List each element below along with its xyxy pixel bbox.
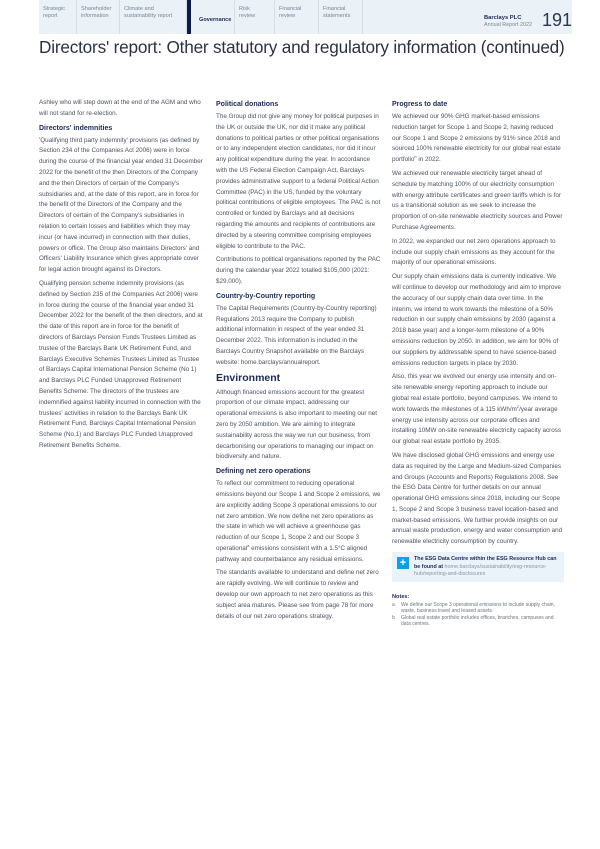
political-donations-paragraph: The Group did not give any money for political purposes in the UK or outside the UK, nor did it make any political donations to political parties or other political organisations or to any independent election candidates, nor did it incur any political expenditure during the year. In accordance with the US Federal Election Campaign Act, Barclays provides administrative support to a federal Political Action Committee (PAC) in the US, funded by the voluntary political contributions of eligible employees. The PAC is not controlled or funded by Barclays and all decisions regarding the amounts and recipients of contributions are directed by a steering committee comprising employees eligible to contribute to the PAC. <box>216 113 381 250</box>
environment-heading: Environment <box>216 371 281 384</box>
column-1 <box>39 98 204 455</box>
nav-label: review <box>279 13 296 19</box>
text-span: We achieved our 90% GHG market-based emissions reduction target for Scope 1 and Scope 2, having reduced our Scope 1 and Scope 2 emissions by 91% since 2018 and sourced 100% renewable electricity for our global real estate portfolio <box>392 113 561 164</box>
nav-label: Governance <box>199 17 232 23</box>
note-marker: b <box>392 614 395 621</box>
nav-label: sustainability report <box>124 13 173 19</box>
nav-label: review <box>239 13 256 19</box>
country-by-country-heading: Country-by-Country reporting <box>216 292 316 300</box>
progress-paragraph-2: We achieved our renewable electricity target ahead of schedule by matching 100% of our electricity consumption with energy attribute certificates and green tariffs which is for us a transitional solution as we seek to increase the proportion of on-site renewable electricity sources and Power Purchase Agreements. <box>392 169 563 231</box>
brand-name: Barclays PLC <box>484 15 522 21</box>
net-zero-standards-paragraph: The standards available to understand and define net zero are rapidly evolving. We will continue to review and develop our own approach to net zero operations as this subject area matures. Please see from page 78 for more details of our net zero operations strategy. <box>216 569 379 620</box>
environment-paragraph: Although financed emissions account for the greatest proportion of our climate impact, addressing our operational emissions is also important to meeting our net zero by 2050 ambition. We are aiming to integrate sustainability across the way we run our business, from decarbonising our operations to managing our impact on biodiversity and nature. <box>216 388 378 461</box>
callout-text: The ESG Data Centre within the ESG Resource Hub can be found at <box>414 556 557 570</box>
nav-tab-climate-sustainability[interactable] <box>120 0 187 34</box>
net-zero-definition-paragraph <box>216 479 381 565</box>
footnote-ref: a <box>247 542 250 548</box>
nav-label: information <box>81 13 109 19</box>
note-text: We define our Scope 3 operational emissions to include supply chain, waste, business travel and leased assets. <box>401 601 555 615</box>
text-span: in 2022. <box>416 156 441 164</box>
nav-label: statements <box>323 13 351 19</box>
text-span: Also, this year we evolved our energy use intensity and on-site renewable energy reporting approach to include our global real estate portfolio, beyond campuses. We intend to work towards the milestones of a 115 kWh/m <box>392 373 558 413</box>
esg-data-centre-callout <box>392 552 564 582</box>
text-span: To reflect our commitment to reducing operational emissions beyond our Scope 1 and Scope 2 emissions, we are explicitly adding Scope 3 operational emissions to our net zero ambition. We now define net zero operations as the state in which we will achieve a greenhouse gas reduction of our Scope 1, Scope 2 and our Scope 3 operational <box>216 480 381 552</box>
note-item <box>392 602 564 615</box>
text-span: emissions consistent with a 1.5°C aligned pathway and counterbalance any residual emissions. <box>216 544 368 563</box>
note-marker: a <box>392 601 395 608</box>
footnote-ref: b <box>414 154 417 160</box>
section-nav <box>39 0 484 34</box>
note-item <box>392 615 564 628</box>
notes-title: Notes: <box>392 594 410 601</box>
net-zero-heading: Defining net zero operations <box>216 468 311 476</box>
nav-tab-shareholder-information[interactable] <box>77 0 120 34</box>
nav-tab-governance[interactable] <box>187 0 235 34</box>
directors-indemnities-heading: Directors' indemnities <box>39 124 113 132</box>
indemnities-paragraph: 'Qualifying third party indemnity' provisions (as defined by Section 234 of the Companies Act 2006) were in force during the course of the financial year ended 31 December 2022 for the benefit of the then Directors of the Company and the then Directors of certain of the Company's subsidiaries and, at the date of this report, are in force for the benefit of the Directors of the Company and the Directors of certain of the Company's subsidiaries in relation to certain losses and liabilities which they may incur (or have incurred) in connection with their duties, powers or office. The Group also maintains Directors' and Officers' Liability Insurance which gives appropriate cover for legal action brought against its Directors. <box>39 136 203 274</box>
plus-icon: + <box>397 557 409 569</box>
political-donations-heading: Political donations <box>216 101 279 108</box>
nav-label: Strategic <box>43 6 66 12</box>
notes <box>392 594 564 628</box>
nav-tab-strategic-report[interactable] <box>39 0 77 34</box>
page-number: 191 <box>542 10 573 30</box>
text-span: /year average energy use intensity across our corporate offices and installing 10MW on-site renewable electricity capacity across our global real estate portfolio by 2035. <box>392 405 562 446</box>
progress-paragraph-4: Our supply chain emissions data is currently indicative. We will continue to develop our methodology and aim to improve the accuracy of our supply chain data over time. In the interim, we intend to work towards the milestone of a 50% reduction in our supply chain emissions by 2030 (against a 2018 base year) and a longer-term milestone of a 90% emissions reduction by 2050. In addition, we aim for 90% of our suppliers by addressable spend to have science-based emissions reduction targets in place by 2030. <box>392 273 562 367</box>
pension-indemnity-paragraph: Qualifying pension scheme indemnity provisions (as defined by Section 235 of the Companies Act 2006) were in force during the course of the financial year ended 31 December 2022 for the benefit of the then directors, and at the date of this report are in force for the benefit of directors of Barclays Pension Funds Trustees Limited as trustee of the Barclays Bank UK Retirement Fund, and Barclays Executive Schemes Trustees Limited as Trustee of Barclays Capital International Pension Scheme (No 1) and Barclays PLC Funded Unapproved Retirement Benefits Scheme. The directors of the trustees are indemnified against liability incurred in connection with the trustees' activities in relation to the Barclays Bank UK Retirement Fund, Barclays Capital International Pension Scheme (No.1) and Barclays PLC Funded Unapproved Retirement Benefits Scheme. <box>39 279 203 449</box>
superscript: 2 <box>516 403 520 409</box>
column-3 <box>392 98 564 628</box>
nav-label: Climate and <box>124 6 154 12</box>
nav-tab-financial-review[interactable] <box>275 0 319 34</box>
pac-contributions-paragraph: Contributions to political organisations reported by the PAC during the calendar year 2022 totalled $105,000 (2021: $29,000). <box>216 256 381 285</box>
country-by-country-paragraph: The Capital Requirements (Country-by-Country reporting) Regulations 2013 require the Company to publish additional information in respect of the year ended 31 December 2022. This information is included in the Barclays Country Snapshot available on the Barclays website: home.barclays/annualreport. <box>216 304 377 366</box>
nav-label: Financial <box>323 6 346 12</box>
brand-subtitle: Annual Report 2022 <box>484 22 532 28</box>
column-2 <box>216 98 381 625</box>
nav-label: report <box>43 13 58 19</box>
nav-label: Financial <box>279 6 302 12</box>
nav-label: Risk <box>239 6 250 12</box>
nav-tab-risk-review[interactable] <box>235 0 275 34</box>
esg-hub-link[interactable]: home.barclays/sustainability/esg-resource-hub/reporting-and-disclosures <box>414 563 547 578</box>
intro-paragraph: Ashley who will step down at the end of the AGM and who will not stand for re-election. <box>39 99 201 117</box>
progress-paragraph-5 <box>392 372 564 448</box>
progress-paragraph-3: In 2022, we expanded our net zero operations approach to include our supply chain emissions as they account for the majority of our operational emissions. <box>392 237 556 267</box>
page-title: Directors' report: Other statutory and regulatory information (continued) <box>39 37 565 57</box>
progress-heading: Progress to date <box>392 101 448 108</box>
note-text: Global real estate portfolio includes offices, branches, campuses and data centres. <box>401 614 554 628</box>
nav-label: Shareholder <box>81 6 112 12</box>
nav-tab-financial-statements[interactable] <box>319 0 363 34</box>
progress-paragraph-6: We have disclosed global GHG emissions and energy use data as required by the Large and Medium-sized Companies and Groups (Accounts and Reports) Regulations 2008. See the ESG Data Centre for further details on our annual operational GHG emissions since 2018, including our Scope 1, Scope 2 and Scope 3 business travel location-based and market-based emissions. We further provide insights on our annual waste production, energy and water consumption and renewable electricity consumption by country. <box>392 451 563 546</box>
progress-paragraph-1 <box>392 112 564 166</box>
